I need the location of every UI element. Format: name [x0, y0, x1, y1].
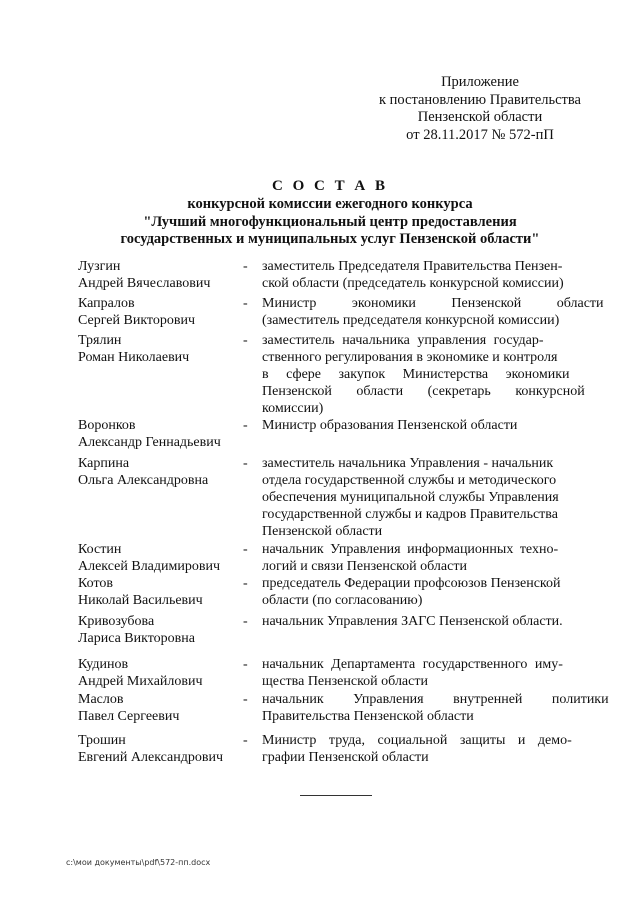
- member-row: [0, 691, 640, 731]
- role-line: начальник Департамента государственного иму-: [262, 657, 563, 672]
- member-given-name: Ольга Александровна: [78, 473, 209, 488]
- member-dash: -: [243, 542, 248, 557]
- role-line: Пензенской области (секретарь конкурсной: [262, 384, 585, 399]
- member-given-name: Евгений Александрович: [78, 750, 224, 765]
- member-dash: -: [243, 259, 248, 274]
- member-role: [262, 295, 604, 329]
- role-line: Министр труда, социальной защиты и демо-: [262, 733, 572, 748]
- member-row: [0, 613, 640, 653]
- role-line: в сфере закупок Министерства экономики: [262, 367, 570, 382]
- member-role: [262, 258, 590, 292]
- member-surname: Кудинов: [78, 657, 129, 672]
- appendix-line: от 28.11.2017 № 572-пП: [406, 126, 554, 143]
- separator-line: [300, 795, 372, 796]
- appendix-block: [365, 74, 595, 144]
- member-row: [0, 656, 640, 696]
- member-row: [0, 575, 640, 615]
- member-role: [262, 455, 590, 540]
- role-line: Министр образования Пензенской области: [262, 418, 518, 433]
- role-line: заместитель Председателя Правительства Пензен-: [262, 259, 563, 274]
- role-line: щества Пензенской области: [262, 674, 428, 689]
- role-line: отдела государственной службы и методического: [262, 473, 557, 488]
- document-title: [60, 176, 600, 249]
- member-dash: -: [243, 614, 248, 629]
- member-row: [0, 417, 640, 457]
- role-line: логий и связи Пензенской области: [262, 559, 467, 574]
- title-line: конкурсной комиссии ежегодного конкурса: [187, 196, 473, 212]
- member-name: [78, 332, 248, 366]
- role-line: начальник Управления ЗАГС Пензенской области.: [262, 614, 563, 629]
- member-surname: Котов: [78, 576, 113, 591]
- role-line: государственной службы и кадров Правительства: [262, 507, 558, 522]
- title-line: "Лучший многофункциональный центр предоставления: [143, 213, 517, 230]
- member-given-name: Андрей Вячеславович: [78, 276, 211, 291]
- member-role: [262, 691, 609, 725]
- member-role: [262, 541, 590, 575]
- member-role: [262, 575, 590, 609]
- appendix-line: Пензенской области: [417, 109, 543, 125]
- role-line: ской области (председатель конкурсной комиссии): [262, 276, 564, 291]
- role-line: комиссии): [262, 401, 324, 416]
- role-line: Правительства Пензенской области: [262, 709, 474, 724]
- role-line: Министр экономики Пензенской области: [262, 296, 604, 311]
- member-given-name: Роман Николаевич: [78, 350, 190, 365]
- member-dash: -: [243, 296, 248, 311]
- member-surname: Лузгин: [78, 259, 121, 274]
- member-row: [0, 295, 640, 335]
- role-line: обеспечения муниципальной службы Управления: [262, 490, 559, 505]
- role-line: заместитель начальника управления государ-: [262, 333, 544, 348]
- member-row: [0, 732, 640, 772]
- role-line: начальник Управления внутренней политики: [262, 692, 609, 707]
- member-row: [0, 332, 640, 416]
- role-line: графии Пензенской области: [262, 750, 429, 765]
- member-dash: -: [243, 333, 248, 348]
- title-line: государственных и муниципальных услуг Пензенской области": [120, 231, 540, 247]
- member-dash: -: [243, 733, 248, 748]
- member-name: [78, 575, 248, 609]
- member-given-name: Павел Сергеевич: [78, 709, 180, 724]
- appendix-line: к постановлению Правительства: [379, 91, 581, 108]
- member-dash: -: [243, 576, 248, 591]
- role-line: ственного регулирования в экономике и контроля: [262, 350, 558, 365]
- member-name: [78, 455, 248, 489]
- file-path: c:\мои документы\pdf\572-пп.docx: [66, 858, 211, 867]
- role-line: области (по согласованию): [262, 593, 423, 608]
- appendix-line: Приложение: [441, 74, 519, 90]
- member-given-name: Андрей Михайлович: [78, 674, 203, 689]
- member-name: [78, 691, 248, 725]
- role-line: Пензенской области: [262, 524, 383, 539]
- member-dash: -: [243, 456, 248, 471]
- member-role: [262, 732, 590, 766]
- member-dash: -: [243, 657, 248, 672]
- member-surname: Капралов: [78, 296, 135, 311]
- member-role: [262, 332, 590, 417]
- member-row: [0, 258, 640, 298]
- member-given-name: Сергей Викторович: [78, 313, 196, 328]
- member-surname: Трошин: [78, 733, 126, 748]
- member-name: [78, 541, 248, 575]
- member-surname: Костин: [78, 542, 122, 557]
- title-heading: С О С Т А В: [272, 178, 388, 194]
- member-name: [78, 417, 248, 451]
- member-dash: -: [243, 692, 248, 707]
- role-line: начальник Управления информационных техно-: [262, 542, 559, 557]
- member-surname: Кривозубова: [78, 614, 155, 629]
- member-surname: Трялин: [78, 333, 122, 348]
- role-line: председатель Федерации профсоюзов Пензенской: [262, 576, 561, 591]
- member-given-name: Николай Васильевич: [78, 593, 203, 608]
- member-name: [78, 258, 248, 292]
- member-row: [0, 455, 640, 539]
- role-line: (заместитель председателя конкурсной комиссии): [262, 313, 560, 328]
- member-role: [262, 613, 590, 630]
- member-role: [262, 417, 590, 434]
- member-name: [78, 613, 248, 647]
- member-role: [262, 656, 590, 690]
- member-dash: -: [243, 418, 248, 433]
- member-name: [78, 656, 248, 690]
- member-surname: Карпина: [78, 456, 130, 471]
- member-name: [78, 732, 248, 766]
- member-surname: Воронков: [78, 418, 136, 433]
- role-line: заместитель начальника Управления - начальник: [262, 456, 554, 471]
- member-surname: Маслов: [78, 692, 124, 707]
- member-given-name: Алексей Владимирович: [78, 559, 221, 574]
- member-name: [78, 295, 248, 329]
- member-given-name: Александр Геннадьевич: [78, 435, 221, 450]
- member-given-name: Лариса Викторовна: [78, 631, 195, 646]
